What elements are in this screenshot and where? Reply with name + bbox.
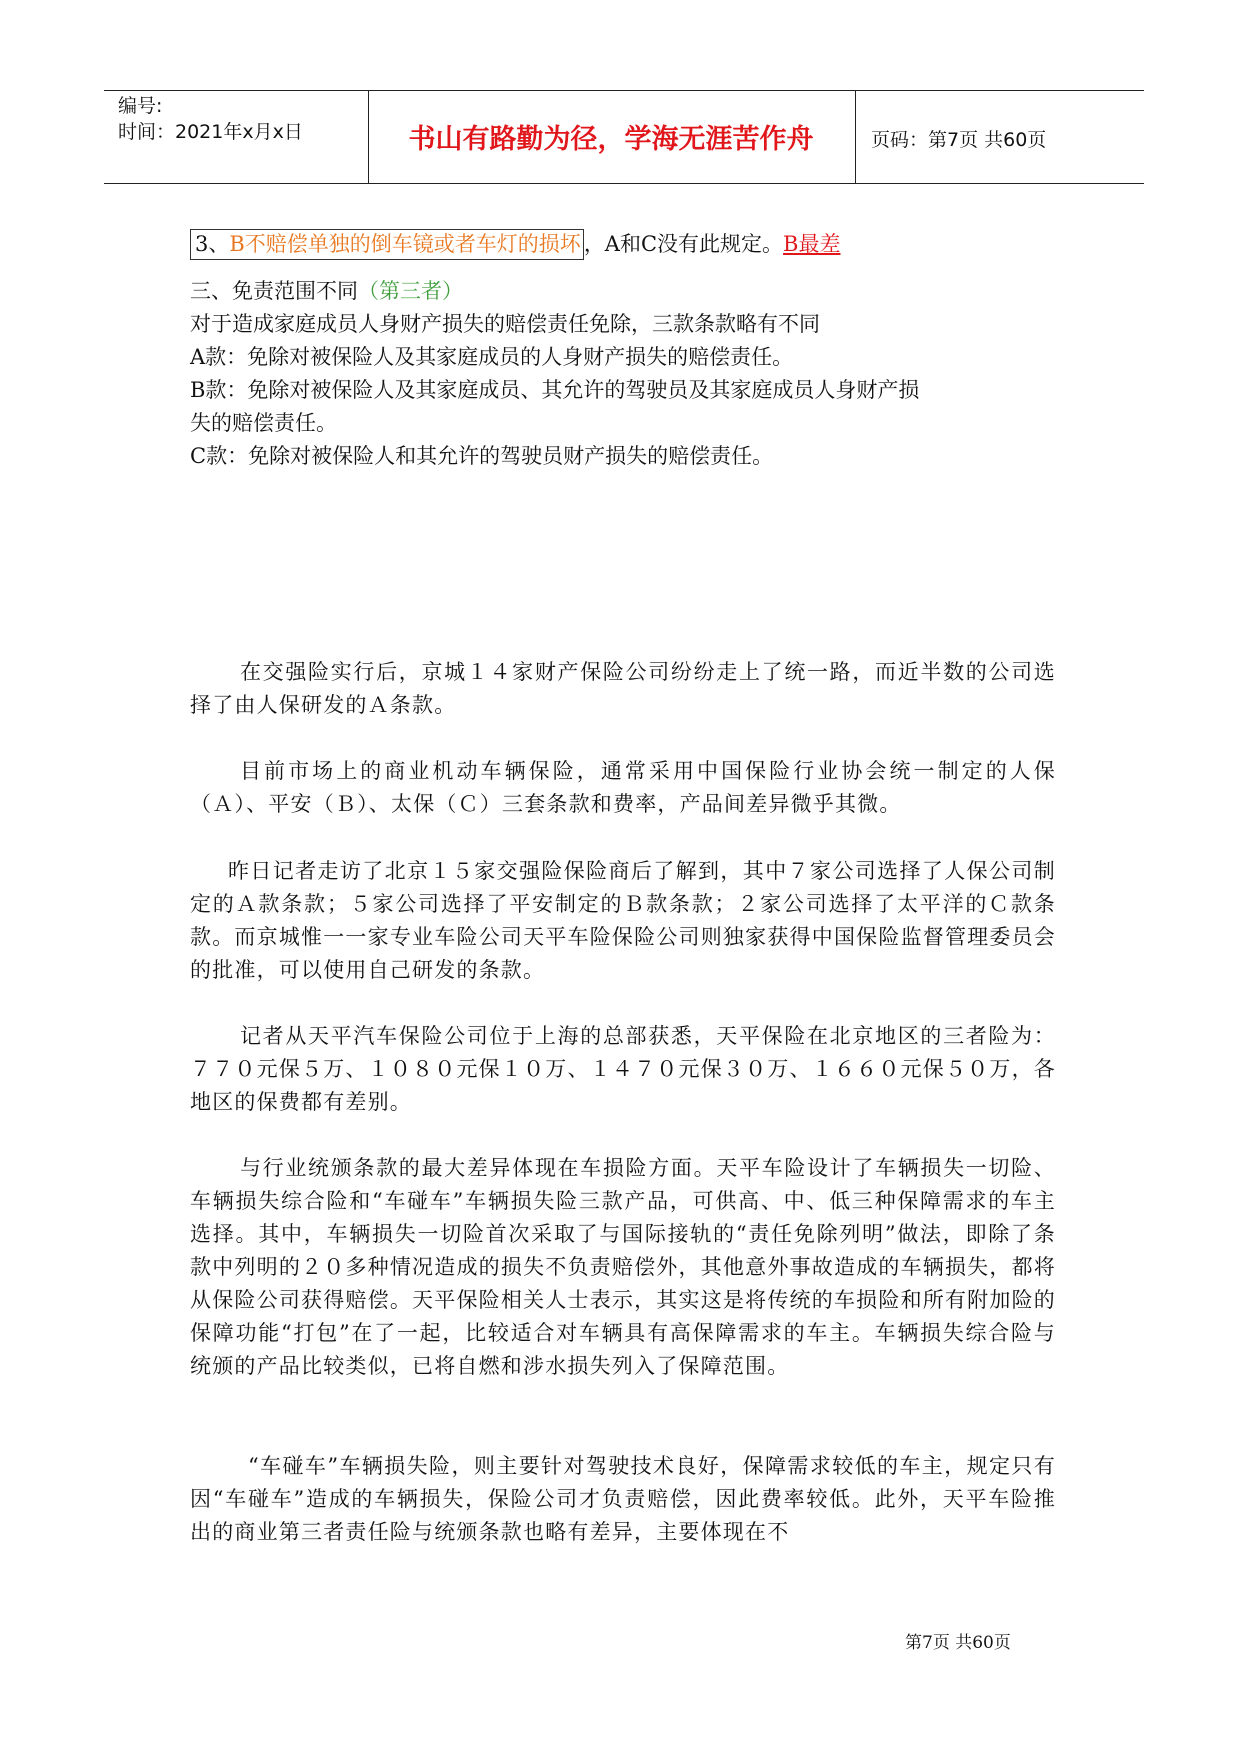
section-line: 对于造成家庭成员人身财产损失的赔偿责任免除，三款条款略有不同 — [190, 312, 820, 336]
section-line: C款：免除对被保险人和其允许的驾驶员财产损失的赔偿责任。 — [190, 444, 774, 468]
number-label: 编号: — [118, 95, 163, 117]
header-meta — [118, 93, 303, 145]
item-3-verdict: B最差 — [783, 232, 841, 256]
paragraph: 在交强险实行后，京城１４家财产保险公司纷纷走上了统一路，而近半数的公司选择了由人保研发的Ａ条款。 — [190, 660, 1056, 717]
item-3-box — [190, 229, 584, 260]
section-line: B款：免除对被保险人及其家庭成员、其允许的驾驶员及其家庭成员人身财产损 — [190, 378, 920, 402]
paragraph: 昨日记者走访了北京１５家交强险保险商后了解到，其中７家公司选择了人保公司制定的Ａ款条款；５家公司选择了平安制定的Ｂ款条款；２家公司选择了太平洋的Ｃ款条款。而京城惟一一家专业车险公司天平车险保险公司则独家获得中国保险监督管理委员会的批准，可以使用自己研发的条款。 — [190, 859, 1056, 982]
header-page-label: 页码：第7页 共60页 — [871, 129, 1047, 151]
item-3-highlight: B不赔偿单独的倒车镜或者车灯的损坏 — [229, 232, 581, 256]
item-3-line — [190, 228, 840, 260]
header-divider-right — [855, 90, 856, 184]
header-divider-left — [368, 90, 369, 184]
header-top-rule — [104, 90, 1144, 91]
section-heading — [190, 275, 463, 307]
item-3-prefix: 3、 — [195, 232, 230, 256]
item-3-middle: ，A和C没有此规定。 — [583, 232, 784, 256]
section-line: 失的赔偿责任。 — [190, 411, 337, 435]
paragraph: 记者从天平汽车保险公司位于上海的总部获悉，天平保险在北京地区的三者险为：７７０元保５万、１０８０元保１０万、１４７０元保３０万、１６６０元保５０万，各地区的保费都有差别。 — [190, 1024, 1056, 1114]
time-label: 时间：2021年x月x日 — [118, 121, 303, 143]
paragraph: 目前市场上的商业机动车辆保险，通常采用中国保险行业协会统一制定的人保（Ａ）、平安（Ｂ）、太保（Ｃ）三套条款和费率，产品间差异微乎其微。 — [190, 759, 1056, 816]
paragraph: 与行业统颁条款的最大差异体现在车损险方面。天平车险设计了车辆损失一切险、车辆损失综合险和“车碰车”车辆损失险三款产品，可供高、中、低三种保障需求的车主选择。其中，车辆损失一切险首次采取了与国际接轨的“责任免除列明”做法，即除了条款中列明的２０多种情况造成的损失不负责赔偿外，其他意外事故造成的车辆损失，都将从保险公司获得赔偿。天平保险相关人士表示，其实这是将传统的车损险和所有附加险的保障功能“打包”在了一起，比较适合对车辆具有高保障需求的车主。车辆损失综合险与统颁的产品比较类似，已将自燃和涉水损失列入了保障范围。 — [190, 1156, 1056, 1378]
section-line: A款：免除对被保险人及其家庭成员的人身财产损失的赔偿责任。 — [190, 345, 794, 369]
footer-page-label: 第7页 共60页 — [905, 1633, 1011, 1653]
section-heading-main: 三、免责范围不同 — [190, 279, 358, 303]
header-bottom-rule — [104, 183, 1144, 184]
paragraph: “车碰车”车辆损失险，则主要针对驾驶技术良好，保障需求较低的车主，规定只有因“车碰车”造成的车辆损失，保险公司才负责赔偿，因此费率较低。此外，天平车险推出的商业第三者责任险与统颁条款也略有差异，主要体现在不 — [190, 1454, 1056, 1544]
section-heading-note: （第三者） — [358, 279, 463, 303]
header-motto: 书山有路勤为径，学海无涯苦作舟 — [408, 124, 814, 155]
